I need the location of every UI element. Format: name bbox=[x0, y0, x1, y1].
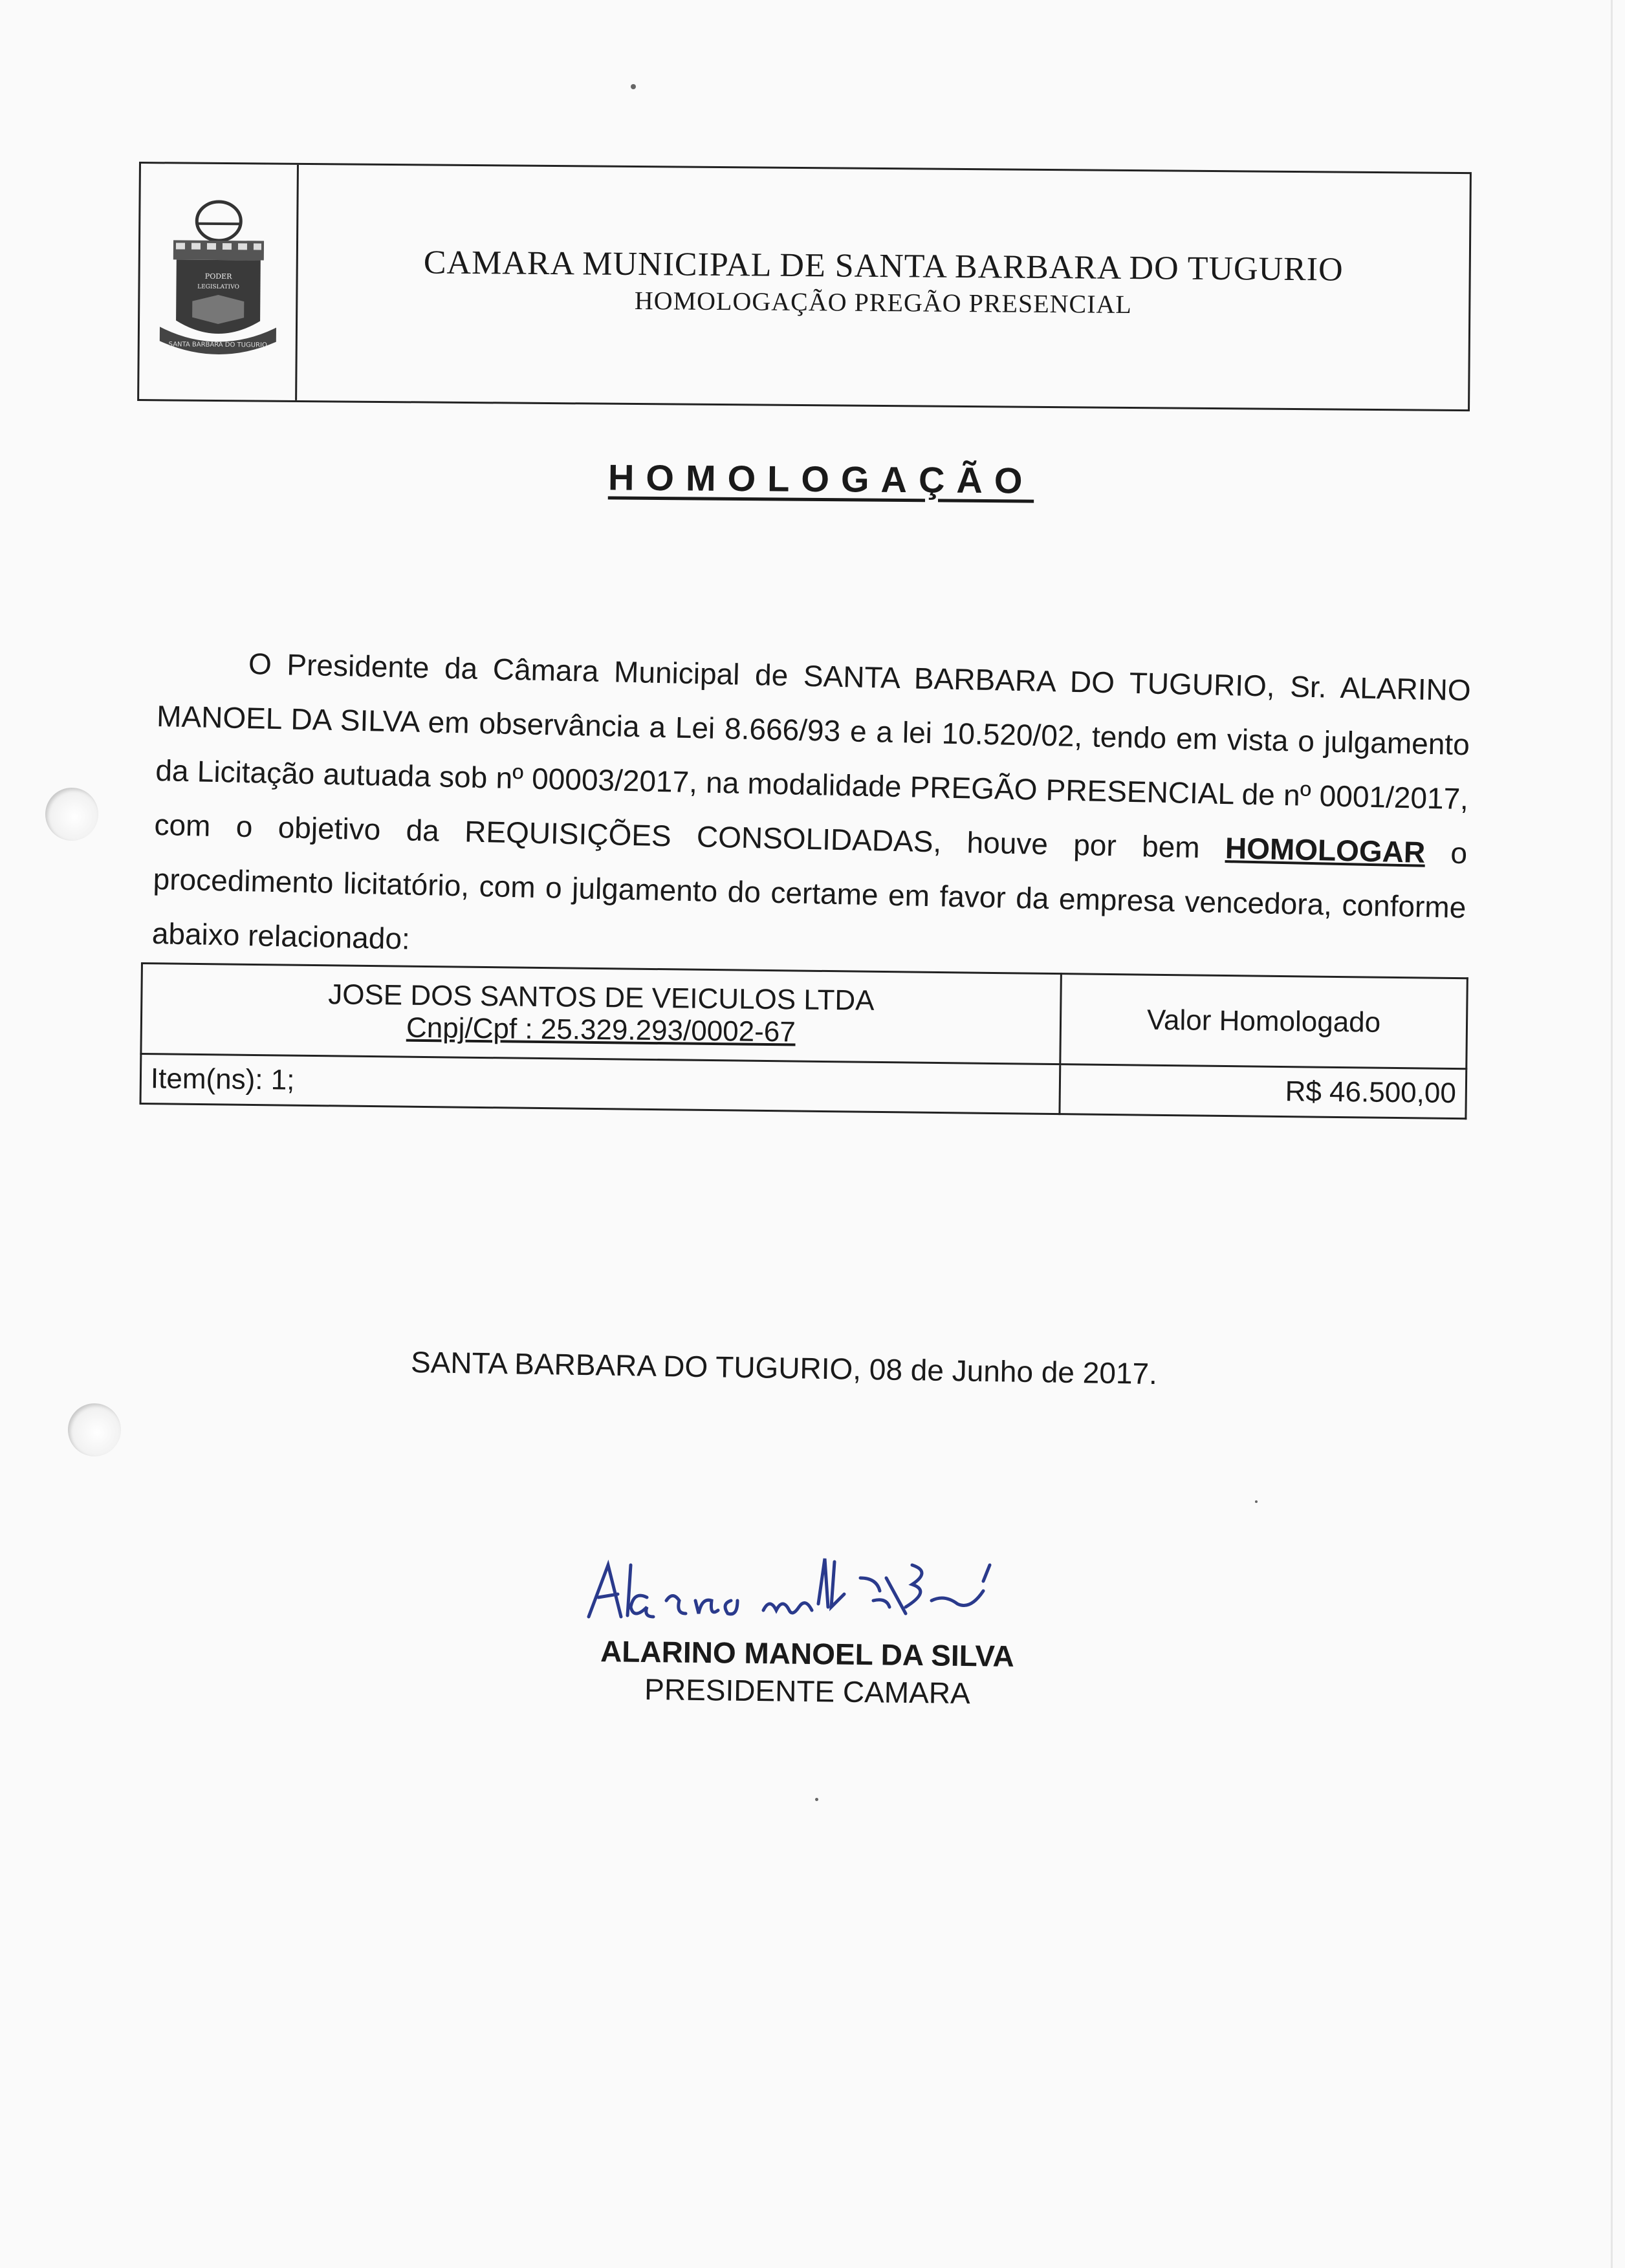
letterhead-box bbox=[137, 162, 1472, 411]
document-subtitle: HOMOLOGAÇÃO PREGÃO PRESENCIAL bbox=[634, 286, 1133, 319]
document-heading: HOMOLOGAÇÃO bbox=[607, 457, 1034, 501]
body-text-part2: o procedimento licitatório, com o julgamento do certame em favor da empresa vencedora, conforme abaixo relacionado: bbox=[151, 835, 1468, 956]
amount-cell: R$ 46.500,00 bbox=[1060, 1064, 1467, 1119]
handwritten-signature bbox=[569, 1539, 1126, 1636]
company-name: JOSE DOS SANTOS DE VEICULOS LTDA bbox=[327, 978, 875, 1017]
body-paragraph bbox=[151, 634, 1472, 989]
body-text-part1: O Presidente da Câmara Municipal de SANTA BARBARA DO TUGURIO, Sr. ALARINO MANOEL DA SILVA em observância a Lei 8.666/93 e a lei 10.520/02, tendo em vista o julgamento da Licitação autuada sob nº 00003/2017, na modalidade PREGÃO PRESENCIAL de nº 0001/2017, com o objetivo da REQUISIÇÕES CONSOLIDADAS, houve por bem bbox=[154, 647, 1472, 865]
logo-cell bbox=[139, 164, 299, 400]
punch-hole-bottom bbox=[68, 1403, 121, 1456]
letterhead-text bbox=[297, 165, 1470, 409]
punch-hole-top bbox=[45, 788, 98, 841]
institution-title: CAMARA MUNICIPAL DE SANTA BARBARA DO TUGURIO bbox=[423, 244, 1344, 288]
date-line: SANTA BARBARA DO TUGURIO, 08 de Junho de 2017. bbox=[410, 1345, 1158, 1391]
result-table bbox=[140, 962, 1468, 1119]
svg-text:PODER: PODER bbox=[204, 272, 232, 281]
scan-speck bbox=[631, 84, 636, 89]
scan-edge-right bbox=[1611, 0, 1613, 2268]
svg-text:SANTA BARBARA DO TUGURIO: SANTA BARBARA DO TUGURIO bbox=[168, 341, 267, 349]
value-label-cell: Valor Homologado bbox=[1060, 974, 1468, 1069]
scan-speck bbox=[815, 1798, 818, 1801]
signer-role: PRESIDENTE CAMARA bbox=[644, 1672, 971, 1711]
homologar-keyword: HOMOLOGAR bbox=[1225, 831, 1426, 869]
municipal-coat-of-arms-icon bbox=[153, 197, 283, 367]
company-cell bbox=[141, 964, 1061, 1064]
table-row bbox=[141, 964, 1467, 1069]
company-cnpj: Cnpj/Cpf : 25.329.293/0002-67 bbox=[406, 1011, 796, 1048]
signer-name: ALARINO MANOEL DA SILVA bbox=[600, 1634, 1015, 1673]
items-cell: Item(ns): 1; bbox=[140, 1054, 1060, 1114]
svg-text:LEGISLATIVO: LEGISLATIVO bbox=[197, 283, 239, 291]
scan-speck bbox=[1255, 1500, 1258, 1503]
